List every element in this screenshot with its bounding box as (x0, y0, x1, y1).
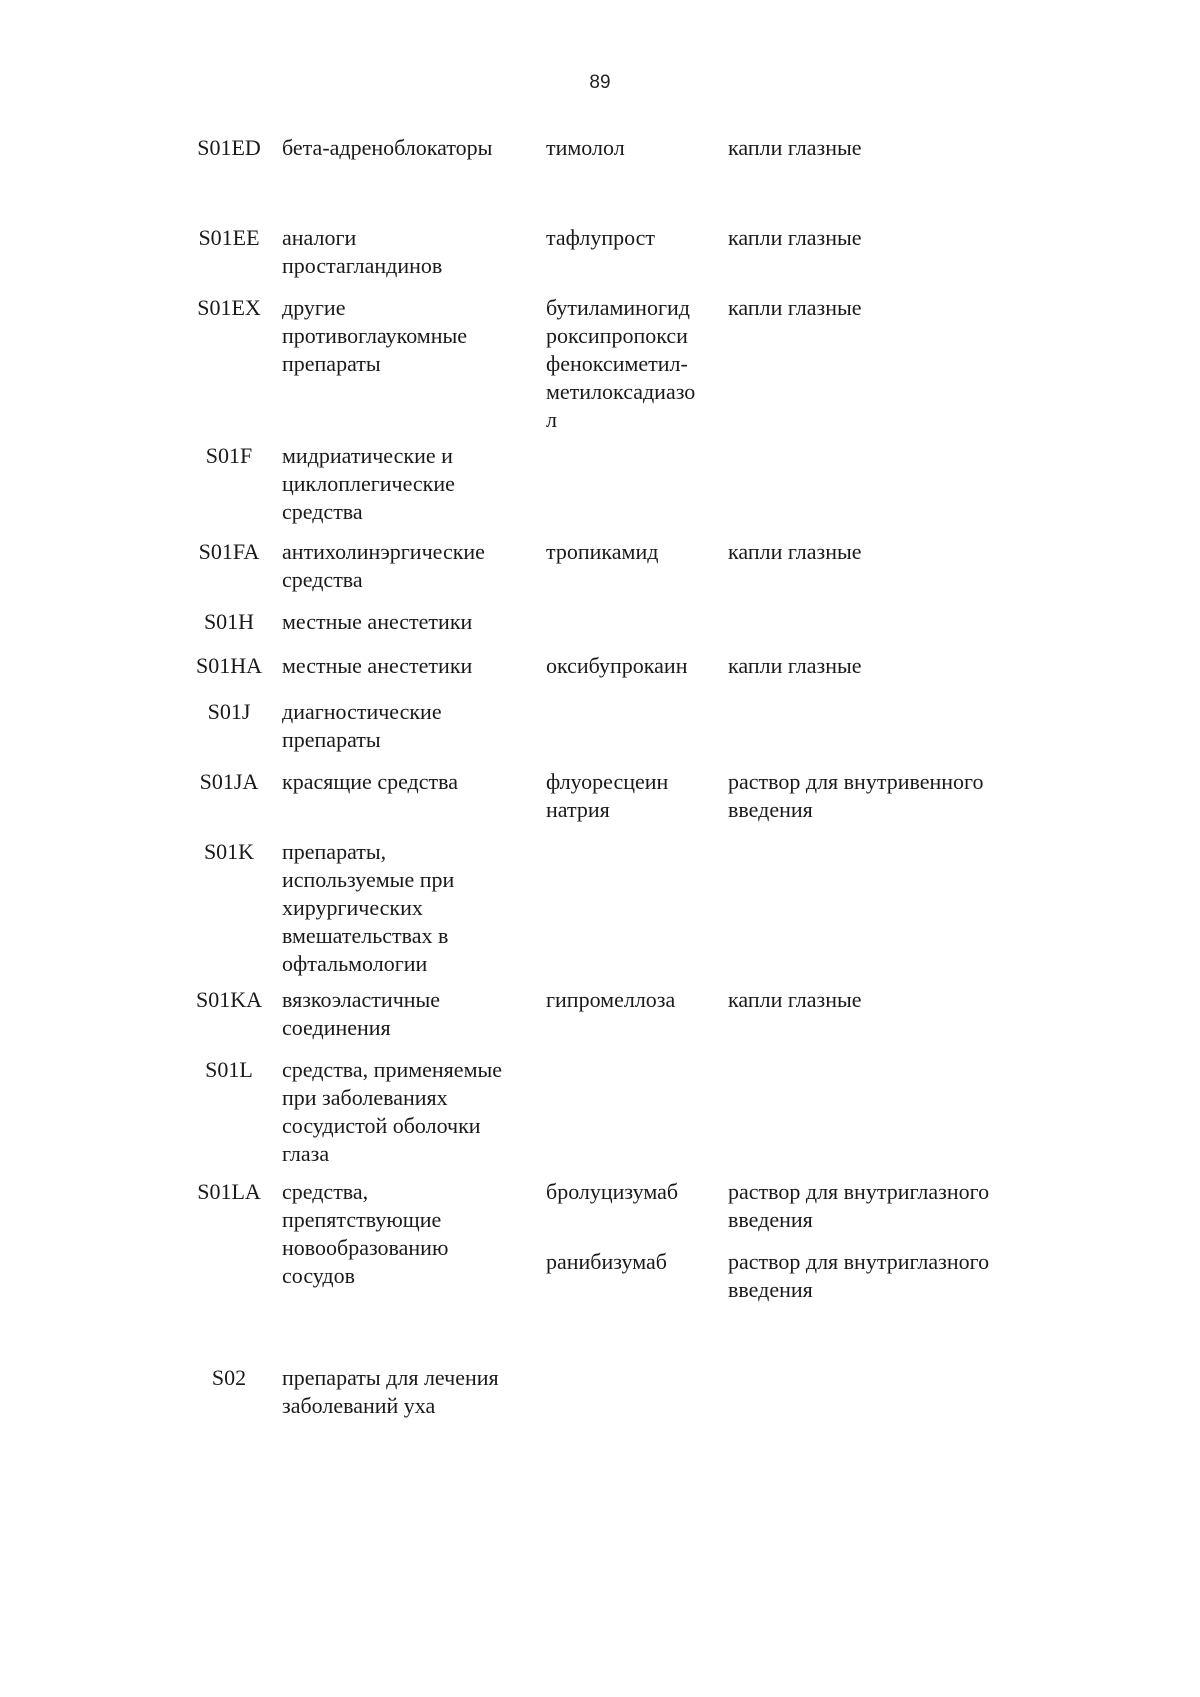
drug-inn-line: метилоксадиазо (546, 379, 696, 404)
drug-inn-line: оксибупрокаин (546, 653, 688, 678)
atc-group-name (282, 1364, 544, 1420)
atc-code: S01FA (198, 539, 260, 564)
atc-group-name (282, 538, 544, 594)
atc-code: S01HA (195, 653, 262, 678)
group-name-line: циклоплегические (282, 471, 455, 496)
dosage-form (728, 768, 1028, 824)
atc-group-name (282, 134, 544, 162)
drug-inn-line: гипромеллоза (546, 987, 676, 1012)
group-name-line: другие (282, 295, 346, 320)
drug-inn-line: л (546, 407, 557, 432)
group-name-line: местные анестетики (282, 609, 473, 634)
group-name-line: средства (282, 567, 363, 592)
atc-group-name (282, 442, 544, 526)
drug-inn (546, 986, 726, 1014)
drug-inn (546, 134, 726, 162)
dosage-form-line: капли глазные (728, 135, 862, 160)
drug-inn-line: бролуцизумаб (546, 1179, 679, 1204)
dosage-form-line: капли глазные (728, 539, 862, 564)
atc-code: S01KA (195, 987, 262, 1012)
dosage-form (728, 134, 1028, 162)
dosage-form-line: капли глазные (728, 653, 862, 678)
group-name-line: используемые при (282, 867, 455, 892)
atc-code: S01JA (199, 769, 259, 794)
dosage-form (728, 224, 1028, 252)
drug-inn (546, 224, 726, 252)
group-name-line: сосудов (282, 1263, 355, 1288)
drug-inn-line: ранибизумаб (546, 1249, 667, 1274)
dosage-form-line: раствор для внутривенного (728, 769, 984, 794)
drug-inn-line: флуоресцеин (546, 769, 669, 794)
group-name-line: аналоги (282, 225, 357, 250)
atc-group-name (282, 224, 544, 280)
atc-code: S01K (203, 839, 255, 864)
dosage-form (728, 1178, 1028, 1234)
atc-group-name (282, 652, 544, 680)
dosage-form-line: введения (728, 1207, 813, 1232)
group-name-line: средства, применяемые (282, 1057, 503, 1082)
atc-code: S01LA (197, 1179, 261, 1204)
dosage-form (728, 652, 1028, 680)
group-name-line: вмешательствах в (282, 923, 449, 948)
group-name-line: противоглаукомные (282, 323, 468, 348)
drug-inn (546, 538, 726, 566)
group-name-line: антихолинэргические (282, 539, 485, 564)
drug-inn-line: тимолол (546, 135, 625, 160)
drug-inn (546, 768, 726, 824)
atc-code: S02 (211, 1365, 247, 1390)
drug-inn-line: тафлупрост (546, 225, 656, 250)
group-name-line: мидриатические и (282, 443, 453, 468)
group-name-line: при заболеваниях (282, 1085, 448, 1110)
drug-inn-line: роксипропокси (546, 323, 688, 348)
group-name-line: диагностические (282, 699, 442, 724)
dosage-form-line: капли глазные (728, 987, 862, 1012)
dosage-form-line: введения (728, 1277, 813, 1302)
dosage-form-line: раствор для внутриглазного (728, 1179, 990, 1204)
dosage-form-line: капли глазные (728, 295, 862, 320)
group-name-line: соединения (282, 1015, 391, 1040)
group-name-line: вязкоэластичные (282, 987, 441, 1012)
atc-group-name (282, 838, 544, 978)
group-name-line: заболеваний уха (282, 1393, 436, 1418)
group-name-line: местные анестетики (282, 653, 473, 678)
page-number: 89 (589, 72, 611, 93)
atc-code: S01ED (197, 135, 261, 160)
dosage-form (728, 986, 1028, 1014)
dosage-form (728, 294, 1028, 322)
group-name-line: препараты для лечения (282, 1365, 499, 1390)
group-name-line: офтальмологии (282, 951, 428, 976)
atc-group-name (282, 768, 544, 796)
dosage-form (728, 538, 1028, 566)
atc-code: S01H (203, 609, 255, 634)
dosage-form-line: капли глазные (728, 225, 862, 250)
dosage-form (728, 1248, 1028, 1304)
atc-code: S01J (207, 699, 251, 724)
atc-group-name (282, 294, 544, 378)
group-name-line: препараты (282, 351, 381, 376)
dosage-form-line: введения (728, 797, 813, 822)
drug-inn-line: натрия (546, 797, 610, 822)
group-name-line: препараты (282, 727, 381, 752)
group-name-line: средства (282, 499, 363, 524)
dosage-form-line: раствор для внутриглазного (728, 1249, 990, 1274)
group-name-line: простагландинов (282, 253, 443, 278)
group-name-line: новообразованию (282, 1235, 449, 1260)
atc-code: S01EX (197, 295, 261, 320)
atc-group-name (282, 698, 544, 754)
drug-inn-line: бутиламиногид (546, 295, 690, 320)
group-name-line: средства, (282, 1179, 369, 1204)
drug-inn (546, 652, 726, 680)
group-name-line: глаза (282, 1141, 330, 1166)
drug-inn-line: тропикамид (546, 539, 659, 564)
group-name-line: препятствующие (282, 1207, 442, 1232)
atc-group-name (282, 608, 544, 636)
group-name-line: хирургических (282, 895, 423, 920)
atc-group-name (282, 986, 544, 1042)
drug-inn (546, 294, 726, 434)
drug-inn-line: феноксиметил- (546, 351, 688, 376)
drug-inn (546, 1178, 726, 1206)
atc-group-name (282, 1056, 544, 1168)
atc-group-name (282, 1178, 544, 1290)
group-name-line: препараты, (282, 839, 387, 864)
group-name-line: сосудистой оболочки (282, 1113, 481, 1138)
drug-inn (546, 1248, 726, 1276)
atc-code: S01L (205, 1057, 253, 1082)
group-name-line: красящие средства (282, 769, 458, 794)
atc-code: S01F (205, 443, 253, 468)
atc-code: S01EE (198, 225, 260, 250)
group-name-line: бета-адреноблокаторы (282, 135, 493, 160)
